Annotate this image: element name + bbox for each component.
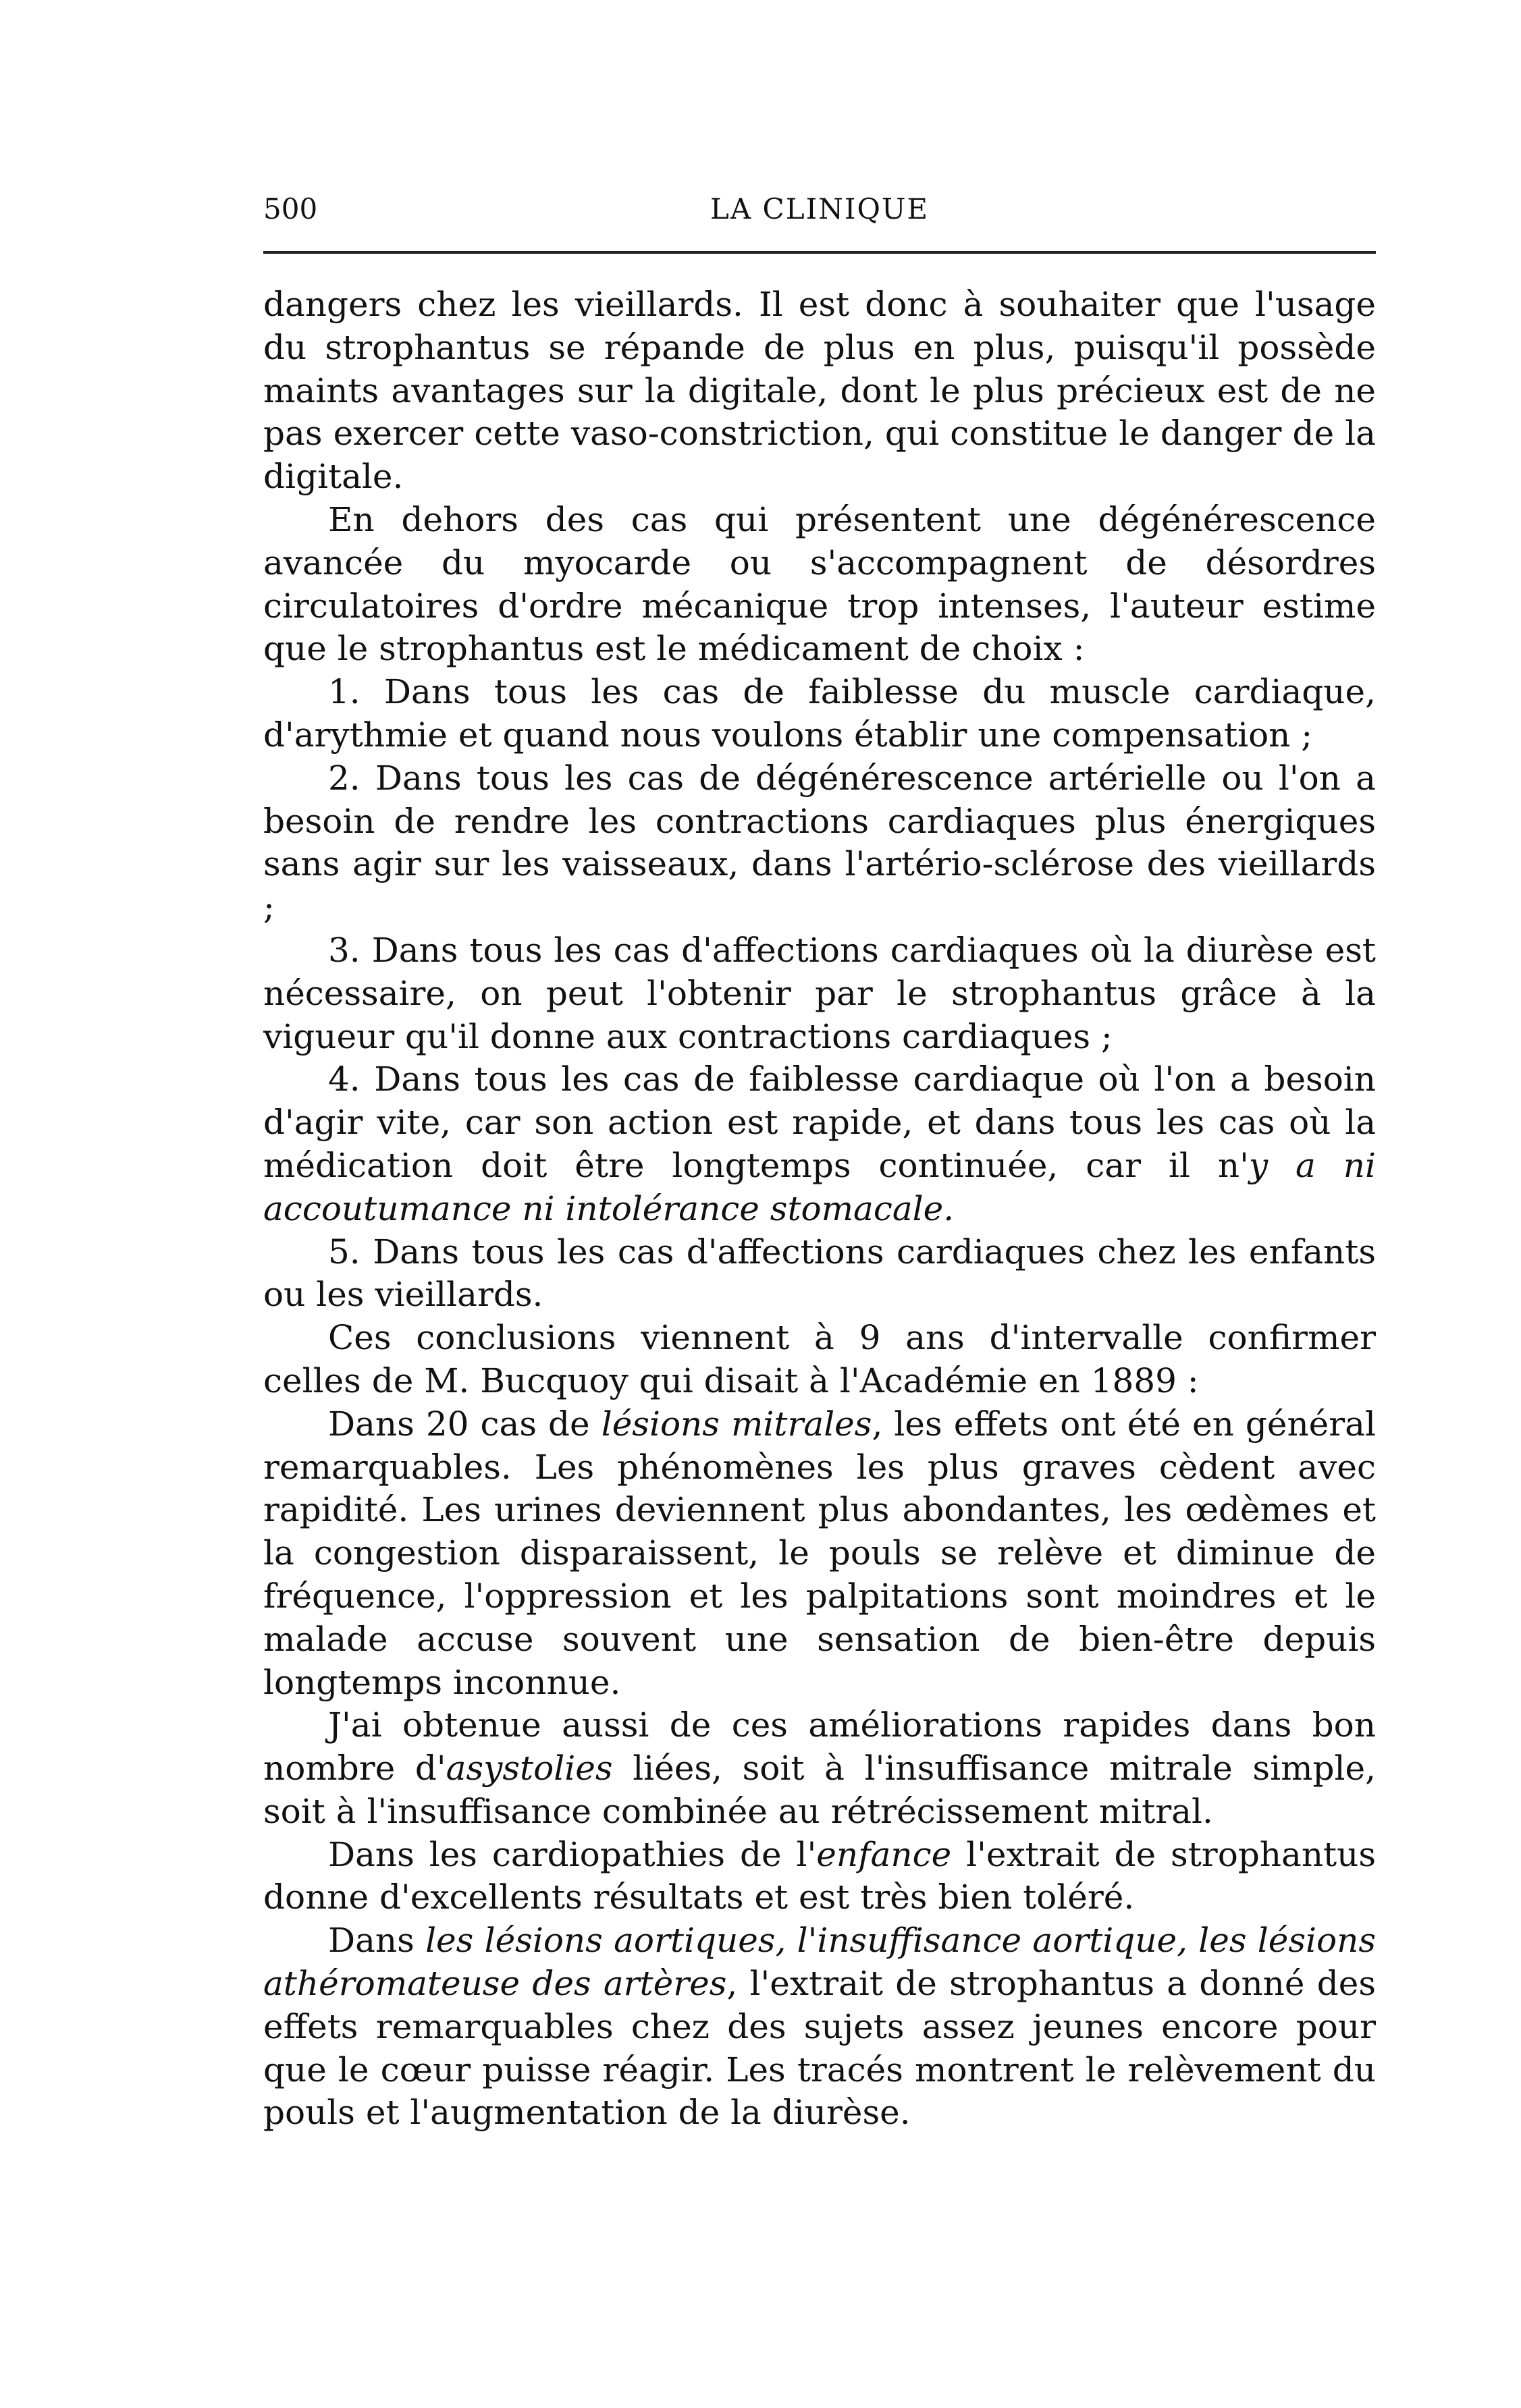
italic-text: y a ni accoutumance ni intolérance stomacale.	[263, 1145, 1376, 1228]
paragraph	[263, 1317, 1376, 1403]
header-rule	[263, 251, 1376, 254]
page-header	[263, 190, 1376, 238]
text-segment: dangers chez les vieillards. Il est donc à souhaiter que l'usage du strophantus se répande de plus en plus, puisqu'il possède maints avantages sur la digitale, dont le plus précieux est de ne pas exercer cette vaso-constriction, qui constitue le danger de la digitale.	[263, 285, 1376, 497]
paragraph	[263, 929, 1376, 1058]
paragraph	[263, 283, 1376, 499]
text-segment: Dans 20 cas de	[328, 1404, 602, 1444]
paragraph	[263, 1058, 1376, 1230]
text-segment: 4. Dans tous les cas de faiblesse cardiaque où l'on a besoin d'agir vite, car son action est rapide, et dans tous les cas où la médication doit être longtemps continuée, car il n'	[263, 1060, 1376, 1185]
paragraph	[263, 1834, 1376, 1920]
text-segment: Ces conclusions viennent à 9 ans d'intervalle confirmer celles de M. Bucquoy qui disait à l'Académie en 1889 :	[263, 1318, 1376, 1400]
text-segment: liées, soit à l'insuffisance mitrale simple, soit à l'insuffisance combinée au rétrécissement mitral.	[263, 1749, 1376, 1831]
italic-text: lésions mitrales	[601, 1404, 872, 1444]
text-segment: 5. Dans tous les cas d'affections cardiaques chez les enfants ou les vieillards.	[263, 1232, 1376, 1315]
text-segment: Dans les cardiopathies de l'	[328, 1834, 817, 1874]
paragraph	[263, 1403, 1376, 1705]
paragraph	[263, 1704, 1376, 1833]
text-segment: 3. Dans tous les cas d'affections cardiaques où la diurèse est nécessaire, on peut l'obtenir par le strophantus grâce à la vigueur qu'il donne aux contractions cardiaques ;	[263, 930, 1376, 1056]
body-text	[263, 283, 1376, 2135]
text-segment: J'ai obtenue aussi de ces améliorations rapides dans bon nombre d'	[263, 1705, 1376, 1788]
text-segment: , l'extrait de strophantus a donné des effets remarquables chez des sujets assez jeunes encore pour que le cœur puisse réagir. Les tracés montrent le relèvement du pouls et l'augmentation de la diurèse.	[263, 1964, 1376, 2133]
paragraph	[263, 1231, 1376, 1317]
italic-text: asystolies	[446, 1749, 613, 1788]
text-segment: 1. Dans tous les cas de faiblesse du muscle cardiaque, d'arythmie et quand nous voulons établir une compensation ;	[263, 672, 1376, 755]
italic-text: les lésions aortiques, l'insuffisance aortique, les lésions athéromateuse des artères	[263, 1921, 1377, 2004]
text-segment: l'extrait de strophantus donne d'excellents résultats et est très bien toléré.	[263, 1834, 1376, 1917]
paragraph	[263, 757, 1376, 929]
text-segment: En dehors des cas qui présentent une dégénérescence avancée du myocarde ou s'accompagnent de désordres circulatoires d'ordre mécanique trop intenses, l'auteur estime que le strophantus est le médicament de choix :	[263, 499, 1376, 669]
italic-text: enfance	[816, 1834, 952, 1874]
text-segment: , les effets ont été en général remarquables. Les phénomènes les plus graves cèdent avec rapidité. Les urines deviennent plus abondantes, les œdèmes et la congestion disparaissent, le pouls se relève et diminue de fréquence, l'oppression et les palpitations sont moindres et le malade accuse souvent une sensation de bien-être depuis longtemps inconnue.	[263, 1404, 1376, 1702]
paragraph	[263, 671, 1376, 757]
text-segment: Dans	[328, 1921, 426, 1961]
page-number: 500	[263, 192, 318, 225]
paragraph	[263, 1919, 1376, 2135]
running-title: LA CLINIQUE	[710, 192, 930, 225]
text-segment: 2. Dans tous les cas de dégénérescence artérielle ou l'on a besoin de rendre les contractions cardiaques plus énergiques sans agir sur les vaisseaux, dans l'artério-sclérose des vieillards ;	[263, 758, 1376, 927]
paragraph	[263, 499, 1376, 671]
